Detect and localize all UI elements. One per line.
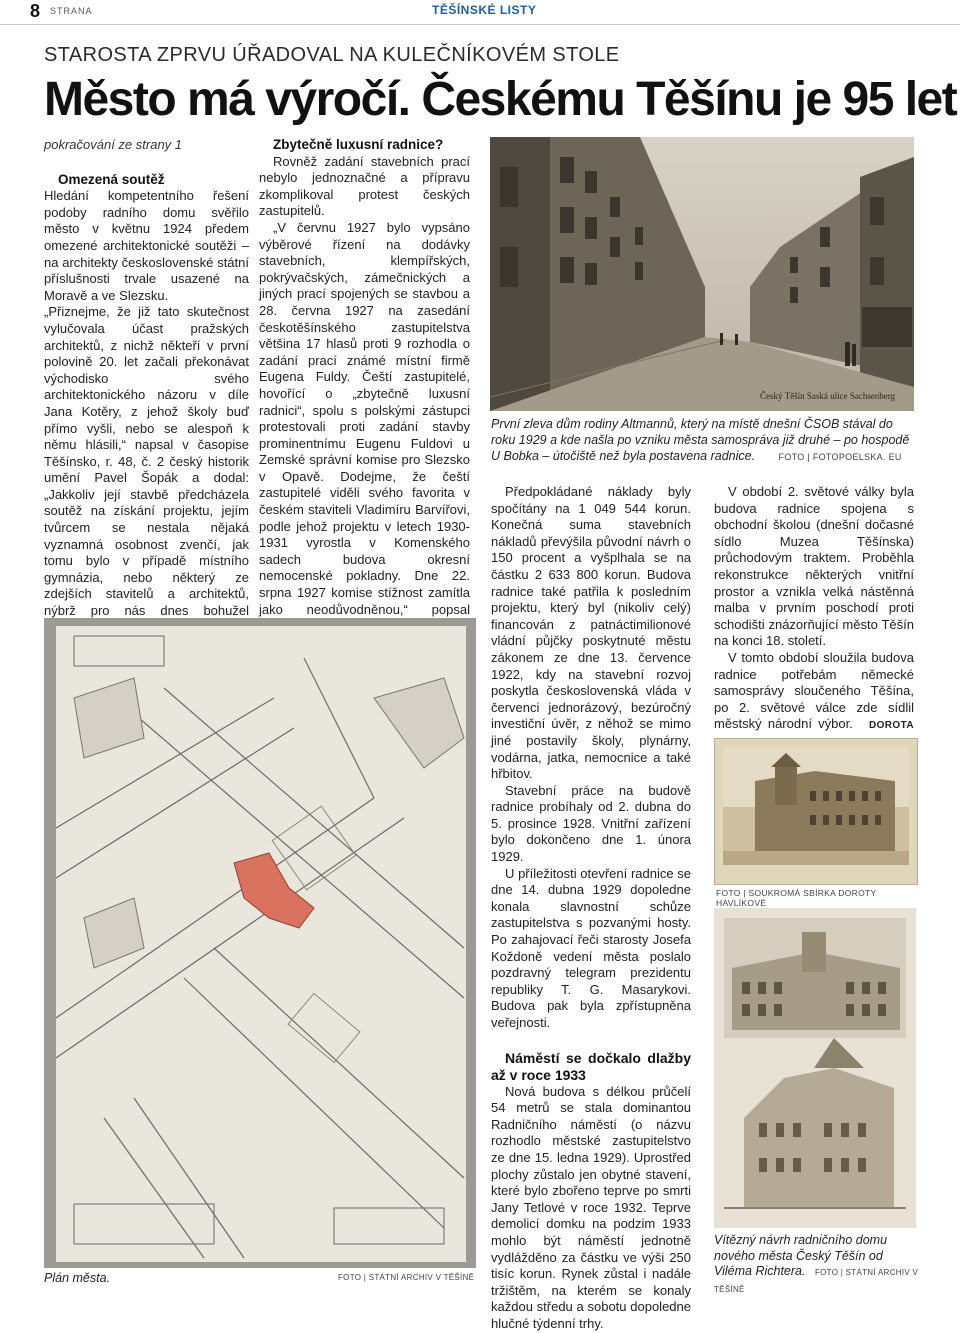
paragraph: „V červnu 1927 bylo vypsáno výběrové řízení na dodávky stavebních, klempířských, pokrývačských, zámečnických a jiných prací spojených se stavbou a 28. června 1927 na zasedání českotěšínského zastupitelstva většina 17 hlasů proti 9 rozhodla o zadání prací známé místní firmě Eugena Fuldy. Čeští zastupitelé, hovořící o „zbytečně luxusní radnici“, spolu s polskými zástupci protestovali proti zadání stavby prominentnímu Eugenu Fuldovi u Zemské správní komise pro Slezsko v Opavě. Dodejme, že čeští zastupitelé viděli svého favorita v českém staviteli Vladimíru Barvířovi, podle jehož projektu v letech 1930-1931 vyrostla v Komenského sadech budova okresní nemocenské pokladny. Dne 22. srpna 1927 komise stížnost zamítla jako neodůvodněnou,“ popsal xyxy=(259,219,470,617)
subhead-omezena-soutez: Omezená soutěž xyxy=(58,171,165,187)
postcard-credit: FOTO | SOUKROMÁ SBÍRKA DOROTY HAVLÍKOVÉ xyxy=(716,888,877,908)
page-label: STRANA xyxy=(50,6,93,16)
continued-note: pokračování ze strany 1 xyxy=(44,137,183,152)
article-column-3 xyxy=(491,484,691,1333)
photo-credit: FOTO | FOTOPOELSKA. EU xyxy=(778,452,902,462)
page-number: 8 xyxy=(30,1,41,21)
subhead-namesti: Náměstí se dočkalo dlažby až v roce 1933 xyxy=(491,1049,691,1083)
city-plan-photo xyxy=(44,618,476,1268)
street-photo-caption xyxy=(491,416,916,465)
article-headline: Město má výročí. Českému Těšínu je 95 let xyxy=(44,73,957,126)
paragraph: Stavební práce na budově radnice probíhaly od 2. dubna do 5. prosince 1928. Vnitřní zařízení bylo dokončeno dne 1. února 1929. xyxy=(491,782,691,865)
article-column-1 xyxy=(44,137,249,669)
author-byline: DOROTA xyxy=(869,720,914,732)
paragraph: Hledání kompetentního řešení podoby radního domu svěřilo město v květnu 1924 předem omezené architektonické soutěži – na architekty československé státní příslušnosti trvale usazené na Moravě a ve Slezsku. xyxy=(44,188,249,303)
photo-print-text: Český Těšín Saská ulice Sachsenberg xyxy=(760,391,896,401)
winning-design-photo xyxy=(714,908,916,1228)
newspaper-name: TĚŠÍNSKÉ LISTY xyxy=(432,3,537,17)
article-column-2 xyxy=(259,137,470,635)
paragraph-text: V tomto období sloužila budova radnice potřebám německé samosprávy sloučeného Těšína, po 2. světové válce zde sídlil městský národní výbor. xyxy=(714,649,914,732)
caption-text: První zleva dům rodiny Altmannů, který na místě dnešní ČSOB stával do roku 1929 a kde našla po vzniku města samospráva již druhé – po hospodě U Bobka – útočiště než byla postavena radnice. xyxy=(491,417,910,463)
city-plan-credit: FOTO | STÁTNÍ ARCHIV V TĚŠÍNĚ xyxy=(338,1273,475,1282)
paragraph: U příležitosti otevření radnice se dne 14. dubna 1929 dopoledne konala slavnostní schůze zastupitelstva s pozvanými hosty. Po zahajovací řeči starosty Josefa Koždoně vedení města poslalo pozdravný telegram prezidentu republiky T. G. Masarykovi. Budova pak byla zpřístupněna veřejnosti. xyxy=(491,865,691,1030)
paragraph: V období 2. světové války byla budova radnice spojena s obchodní školou (dnešní dočasné sídlo Muzea Těšínska) průchodovým traktem. Proběhla rekonstrukce některých vnitřní prostor a vznikla velká nástěnná malba v prvním poschodí proti schodišti znázorňující město Těšín na konci 18. století. xyxy=(714,484,914,649)
street-photo xyxy=(490,137,914,411)
article-column-4 xyxy=(714,484,914,754)
subhead-zbytecne-luxusni-radnice: Zbytečně luxusní radnice? xyxy=(273,137,444,152)
paragraph: Nová budova s délkou průčelí 54 metrů se stala dominantou Radničního náměstí (o názvu rozhodlo městské zastupitelstvo ze dne 15. ledna 1929). Uprostřed plochy zůstalo jen obytné stavení, které bylo zbořeno teprve po smrti Jany Tetlové v roce 1932. Teprve demolicí domku na podzim 1933 mohlo být náměstí jednotně vydlážděno za částku ve výši 250 tisíc korun. Rynek zůstal i nadále tržištěm, na kterém se konaly každou středu a sobotu dopoledne hlučné týdenní trhy. xyxy=(491,1083,691,1331)
paragraph: Předpokládané náklady byly spočítány na 1 049 544 korun. Konečná suma stavebních nákladů převýšila původní návrh o 150 procent a vyšplhala se na částku 2 633 800 korun. Budova radnice také patřila k posledním projektu, který byl (nikoliv celý) financován z patnáctimilionové vládní půjčky poskytnuté městu zákonem ze dne 13. července 1922, kdy na stavební rozvoj poskytla československá vláda v červenci jednorázový, bezúročný investiční úvěr, z něhož se mimo jiné postavily školy, plynárny, vodárna, jatka, nemocnice a také hřbitov. xyxy=(491,484,691,782)
article-kicker: STAROSTA ZPRVU ÚŘADOVAL NA KULEČNÍKOVÉM STOLE xyxy=(44,44,620,66)
city-plan-caption: Plán města. xyxy=(44,1271,111,1285)
postcard-photo xyxy=(714,738,918,885)
photo-credit: FOTO | STÁTNÍ ARCHIV V TĚŠÍNĚ xyxy=(714,1268,919,1294)
design-caption xyxy=(714,1233,920,1297)
paragraph: Rovněž zadání stavebních prací nebylo jednoznačné a přípravu zkomplikoval protest českých zastupitelů. xyxy=(259,153,470,219)
paragraph: „Přiznejme, že již tato skutečnost vylučovala účast pražských architektů, z nichž někteří v první polovině 20. let začali překonávat východisko svého architektonického názoru v díle Jana Kotěry, z jehož školy buď přímo vyšli, nebo se alespoň k němu hlásili,“ napsal v časopise Těšínsko, r. 48, č. 2 český historik umění Pavel Šopák a dodal: „Jakkoliv její stavbě předcházela soutěž na získání projektu, jejím tvůrcem se nestala nějaká vyznamná osobnost zvenčí, jak tomu bylo v případě místního gymnázia, nebo některý ze zdejších stavitelů a architektů, nýbrž pro nás dnes bohužel xyxy=(44,304,249,619)
caption-text: Vítězný návrh radničního domu nového města Český Těšín od Viléma Richtera. xyxy=(714,1233,888,1278)
